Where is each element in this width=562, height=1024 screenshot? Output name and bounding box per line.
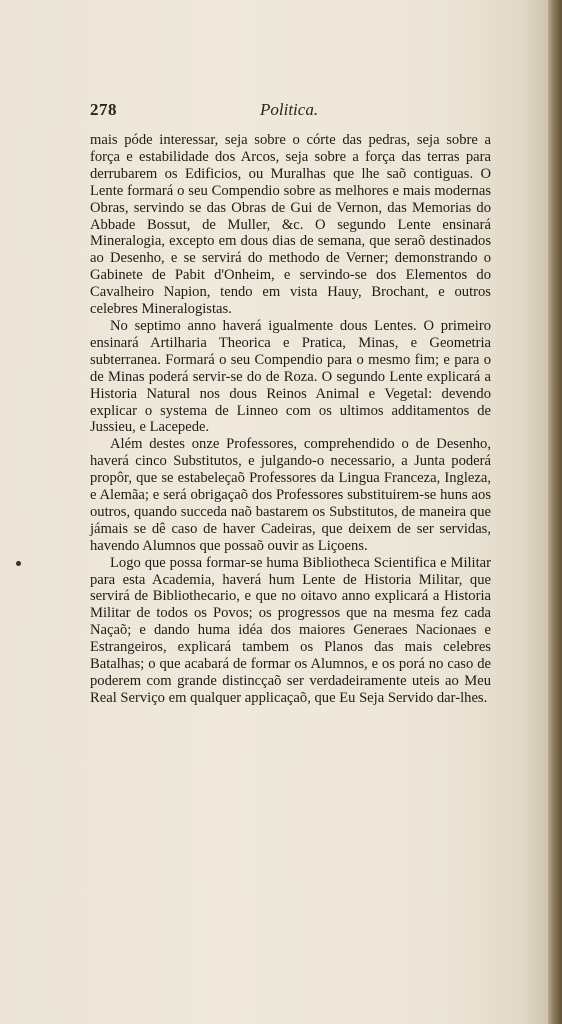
page-number: 278 [90, 100, 117, 119]
page-header [90, 100, 490, 124]
paragraph-4: Logo que possa formar-se huma Bibliotheca Scientifica e Militar para esta Academia, haverá hum Lente de Historia Militar, que servirá de Bibliothecario, e que no oitavo anno explicará a Historia Militar de todos os Povos; os progressos que na mesma fez cada Naçaõ; e dando huma idéa dos maiores Generaes Nacionaes e Estrangeiros, explicará tambem os Planos das mais celebres Batalhas; o que acabará de formar os Alumnos, e os porá no caso de poderem com grande distincçaõ ser verdadeiramente uteis ao Meu Real Serviço em qualquer applicaçaõ, que Eu Seja Servido dar-lhes. [90, 554, 491, 706]
running-title: Politica. [260, 100, 319, 119]
paragraph-3: Além destes onze Professores, comprehendido o de Desenho, haverá cinco Substitutos, e julgando-o necessario, a Junta poderá propôr, que se estabeleçaõ Professores da Lingua Franceza, Ingleza, e Alemãa; e será obrigaçaõ dos Professores substituirem-se huns aos outros, quando succeda naõ bastarem os Substitutos, de maneira que jámais se dê caso de haver Cadeiras, que deixem de ser servidas, havendo Alumnos que possaõ ouvir as Liçoens. [90, 436, 491, 554]
body-text [90, 132, 491, 707]
margin-mark [16, 561, 21, 566]
paragraph-2: No septimo anno haverá igualmente dous Lentes. O primeiro ensinará Artilharia Theorica e Pratica, Minas, e Geometria subterranea. Formará o seu Compendio para o mesmo fim; e para o de Minas poderá servir-se do de Roza. O segundo Lente explicará a Historia Natural nos dous Reinos Animal e Vegetal: devendo explicar o systema de Linneo com os ultimos additamentos de Jussieu, e Lacepede. [90, 317, 491, 436]
paragraph-1: mais póde interessar, seja sobre o córte das pedras, seja sobre a força e estabilidade dos Arcos, seja sobre a força das terras para derrubarem os Edificios, ou Muralhas que lhe saõ contiguas. O Lente formará o seu Compendio sobre as melhores e mais modernas Obras, servindo se das Obras de Gui de Vernon, das Memorias do Abbade Bossut, de Muller, &c. O segundo Lente ensinará Mineralogia, excepto em dous dias de semana, que seraõ destinados ao Desenho, e se servirá do methodo de Verner; demonstrando o Gabinete de Pabit d'Onheim, e servindo-se dos Elementos do Cavalheiro Napion, tendo em vista Hauy, Brochant, e outros celebres Mineralogistas. [90, 132, 491, 318]
book-spine [548, 0, 562, 1024]
